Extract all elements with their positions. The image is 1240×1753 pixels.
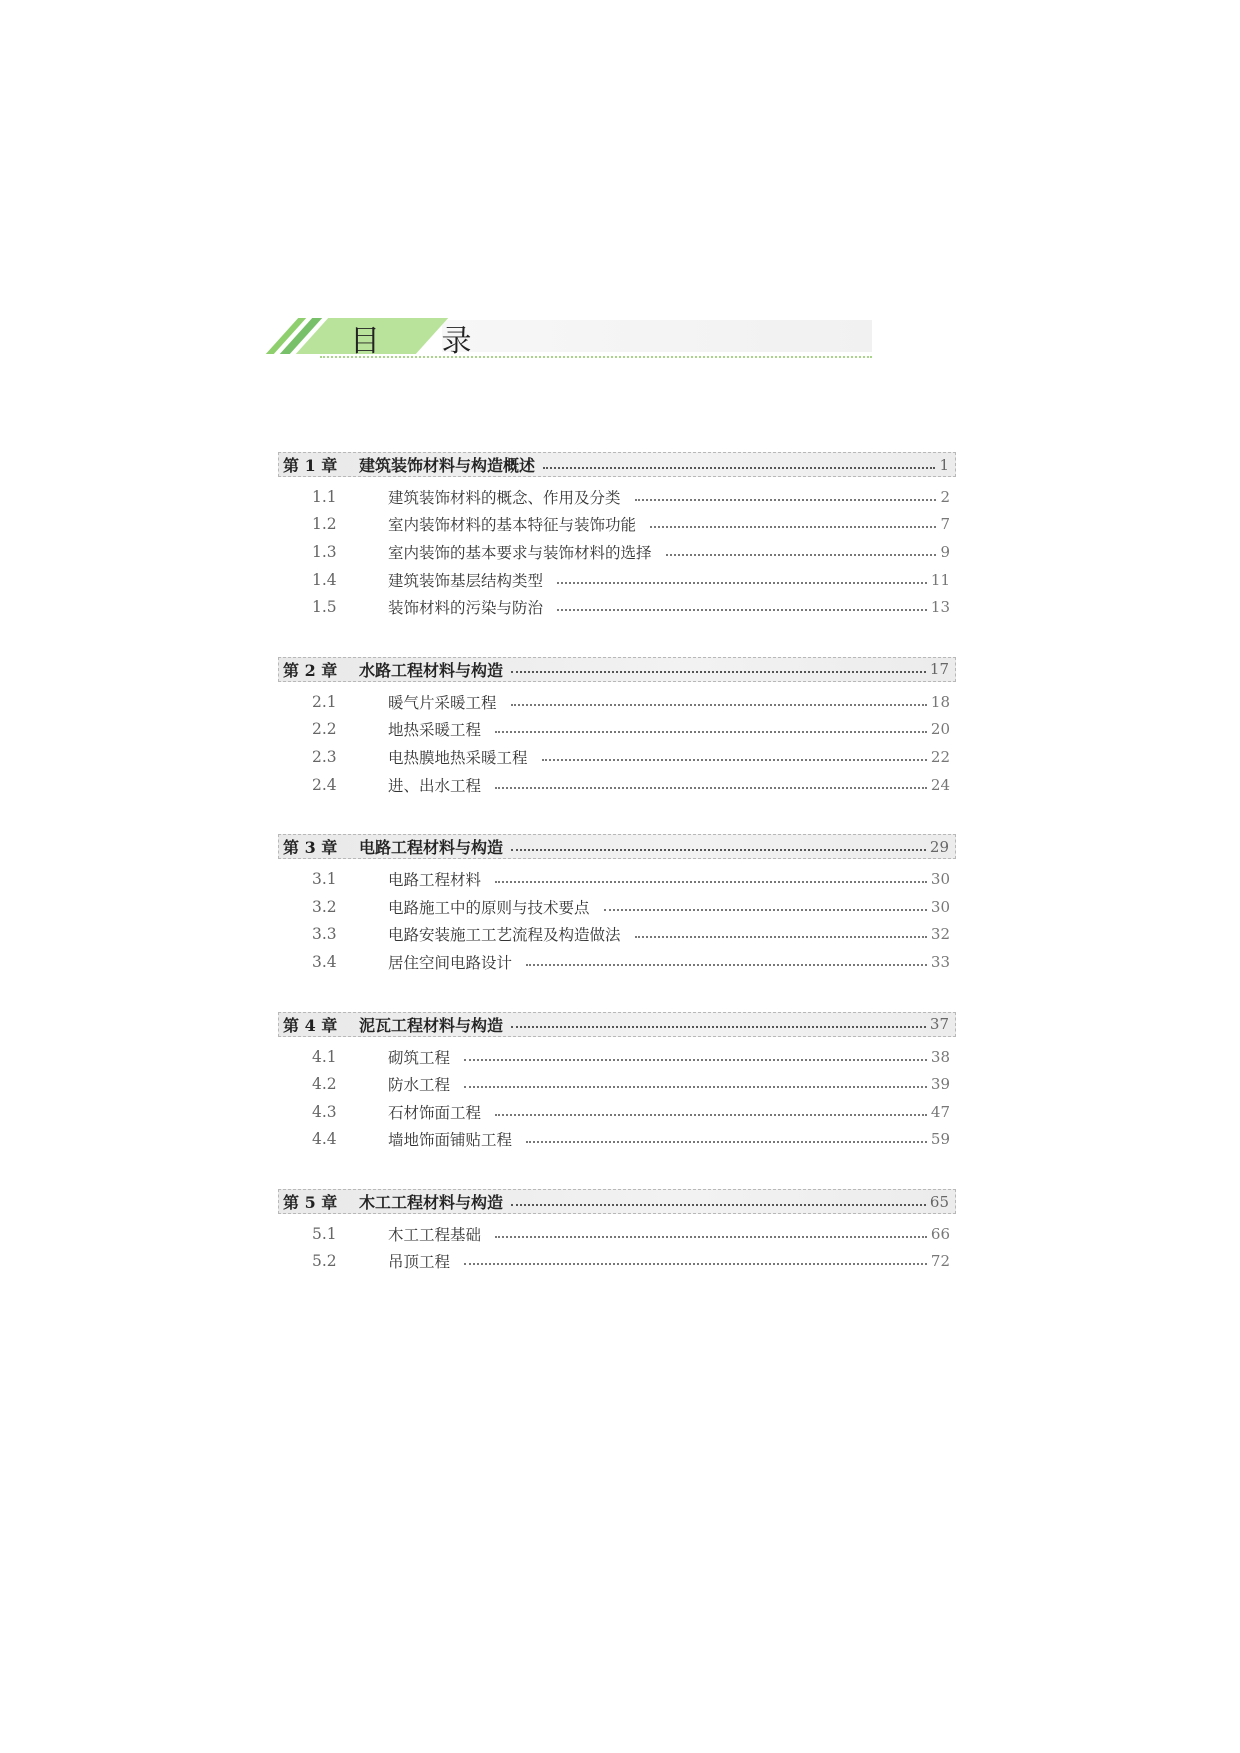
- section-page-number: 20: [930, 720, 950, 739]
- chapter-number: 第 1 章: [283, 456, 338, 475]
- section-number: 2.1: [312, 692, 337, 711]
- chapter-page-number: 29: [929, 837, 949, 856]
- section-number: 1.3: [312, 542, 337, 561]
- chapter-page-number: 37: [929, 1015, 949, 1034]
- dot-leader: [604, 909, 927, 911]
- section-title: 电路工程材料: [388, 871, 482, 890]
- section-number: 2.3: [312, 747, 337, 766]
- section-number: 1.1: [312, 487, 337, 506]
- section-number: 3.4: [312, 952, 337, 971]
- toc-header: [272, 318, 872, 358]
- section-entry[interactable]: [278, 1220, 956, 1248]
- section-entry[interactable]: [278, 511, 956, 539]
- section-number: 2.2: [312, 720, 337, 739]
- section-page-number: 9: [940, 542, 950, 561]
- chapter-block: [278, 1189, 956, 1275]
- dot-leader: [464, 1086, 927, 1088]
- chapter-title: 泥瓦工程材料与构造: [359, 1015, 504, 1035]
- section-page-number: 47: [930, 1102, 950, 1121]
- section-title: 建筑装饰基层结构类型: [388, 571, 544, 590]
- section-title: 木工工程基础: [388, 1225, 482, 1244]
- section-page-number: 39: [930, 1075, 950, 1094]
- section-title: 进、出水工程: [388, 776, 482, 795]
- section-entry[interactable]: [278, 865, 956, 893]
- chapter-number: 第 4 章: [283, 1015, 338, 1035]
- dot-leader: [464, 1263, 927, 1265]
- chapter-block: [278, 657, 956, 798]
- dot-leader: [464, 1059, 927, 1061]
- section-entry[interactable]: [278, 771, 956, 799]
- section-entry[interactable]: [278, 1248, 956, 1276]
- section-title: 电热膜地热采暖工程: [388, 748, 528, 767]
- section-title: 吊顶工程: [388, 1253, 451, 1272]
- section-number: 1.2: [312, 515, 337, 534]
- section-title: 石材饰面工程: [388, 1103, 482, 1122]
- section-page-number: 30: [930, 870, 950, 889]
- section-title: 建筑装饰材料的概念、作用及分类: [388, 488, 621, 507]
- dot-leader: [511, 849, 926, 851]
- dot-leader: [511, 1204, 926, 1206]
- section-entry[interactable]: [278, 1070, 956, 1098]
- dot-leader: [495, 787, 927, 789]
- section-title: 室内装饰的基本要求与装饰材料的选择: [388, 543, 652, 562]
- dot-leader: [635, 936, 927, 938]
- dot-leader: [542, 759, 927, 761]
- section-page-number: 33: [930, 952, 950, 971]
- section-entry[interactable]: [278, 688, 956, 716]
- section-page-number: 38: [930, 1047, 950, 1066]
- section-page-number: 7: [940, 515, 950, 534]
- table-of-contents: [278, 452, 956, 1311]
- section-page-number: 2: [940, 487, 950, 506]
- section-entry[interactable]: [278, 1126, 956, 1154]
- dot-leader: [666, 554, 937, 556]
- section-number: 3.3: [312, 925, 337, 944]
- section-page-number: 72: [930, 1252, 950, 1271]
- chapter-title: 电路工程材料与构造: [359, 838, 504, 858]
- dot-leader: [511, 704, 927, 706]
- section-number: 4.3: [312, 1102, 337, 1121]
- section-number: 1.4: [312, 570, 337, 589]
- page-title: 目 录: [350, 324, 498, 359]
- chapter-page-number: 65: [929, 1192, 949, 1211]
- chapter-block: [278, 1012, 956, 1153]
- dot-leader: [495, 1114, 927, 1116]
- dot-leader: [495, 1236, 927, 1238]
- section-title: 装饰材料的污染与防治: [388, 599, 544, 618]
- dot-leader: [557, 609, 927, 611]
- chapter-number: 第 3 章: [283, 838, 338, 858]
- title-background-bar: [442, 320, 872, 352]
- section-number: 5.1: [312, 1224, 337, 1243]
- section-entry[interactable]: [278, 716, 956, 744]
- section-number: 3.1: [312, 870, 337, 889]
- section-number: 4.1: [312, 1047, 337, 1066]
- section-page-number: 13: [930, 598, 950, 617]
- section-page-number: 32: [930, 925, 950, 944]
- section-number: 5.2: [312, 1252, 337, 1271]
- chapter-heading[interactable]: [278, 1012, 956, 1037]
- section-entry[interactable]: [278, 538, 956, 566]
- section-entry[interactable]: [278, 893, 956, 921]
- section-page-number: 18: [930, 692, 950, 711]
- dot-leader: [526, 1141, 927, 1143]
- section-entry[interactable]: [278, 1043, 956, 1071]
- dot-leader: [526, 964, 927, 966]
- section-entry[interactable]: [278, 1098, 956, 1126]
- dot-leader: [495, 731, 927, 733]
- section-title: 暖气片采暖工程: [388, 693, 497, 712]
- chapter-page-number: 17: [929, 660, 949, 679]
- chapter-block: [278, 834, 956, 975]
- section-page-number: 66: [930, 1224, 950, 1243]
- section-page-number: 11: [930, 570, 950, 589]
- section-entry[interactable]: [278, 593, 956, 621]
- chapter-title: 建筑装饰材料与构造概述: [359, 456, 536, 475]
- chapter-title: 水路工程材料与构造: [359, 660, 504, 680]
- dot-leader: [511, 671, 926, 673]
- section-title: 墙地饰面铺贴工程: [388, 1131, 513, 1150]
- chapter-number: 第 2 章: [283, 660, 338, 680]
- section-page-number: 59: [930, 1130, 950, 1149]
- chapter-page-number: 1: [939, 455, 949, 474]
- chapter-number: 第 5 章: [283, 1193, 338, 1213]
- dot-leader: [635, 499, 937, 501]
- chapter-heading[interactable]: [278, 834, 956, 859]
- section-entry[interactable]: [278, 948, 956, 976]
- section-title: 居住空间电路设计: [388, 953, 513, 972]
- section-entry[interactable]: [278, 743, 956, 771]
- dot-leader: [511, 1026, 926, 1028]
- section-number: 4.2: [312, 1075, 337, 1094]
- section-title: 地热采暖工程: [388, 721, 482, 740]
- section-page-number: 30: [930, 897, 950, 916]
- chapter-heading[interactable]: [278, 1189, 956, 1214]
- dot-leader: [543, 467, 935, 469]
- section-title: 电路安装施工工艺流程及构造做法: [388, 926, 621, 945]
- section-entry[interactable]: [278, 483, 956, 511]
- section-number: 3.2: [312, 897, 337, 916]
- section-number: 2.4: [312, 775, 337, 794]
- section-page-number: 22: [930, 747, 950, 766]
- chapter-block: [278, 452, 956, 621]
- dot-leader: [650, 526, 936, 528]
- section-page-number: 24: [930, 775, 950, 794]
- chapter-title: 木工工程材料与构造: [359, 1193, 504, 1213]
- chapter-heading[interactable]: [278, 452, 956, 477]
- section-title: 防水工程: [388, 1076, 451, 1095]
- dot-leader: [557, 582, 927, 584]
- section-entry[interactable]: [278, 566, 956, 594]
- section-title: 电路施工中的原则与技术要点: [388, 898, 590, 917]
- chapter-heading[interactable]: [278, 657, 956, 682]
- section-number: 4.4: [312, 1130, 337, 1149]
- section-number: 1.5: [312, 598, 337, 617]
- section-title: 砌筑工程: [388, 1048, 451, 1067]
- section-entry[interactable]: [278, 921, 956, 949]
- dot-leader: [495, 881, 927, 883]
- section-title: 室内装饰材料的基本特征与装饰功能: [388, 516, 637, 535]
